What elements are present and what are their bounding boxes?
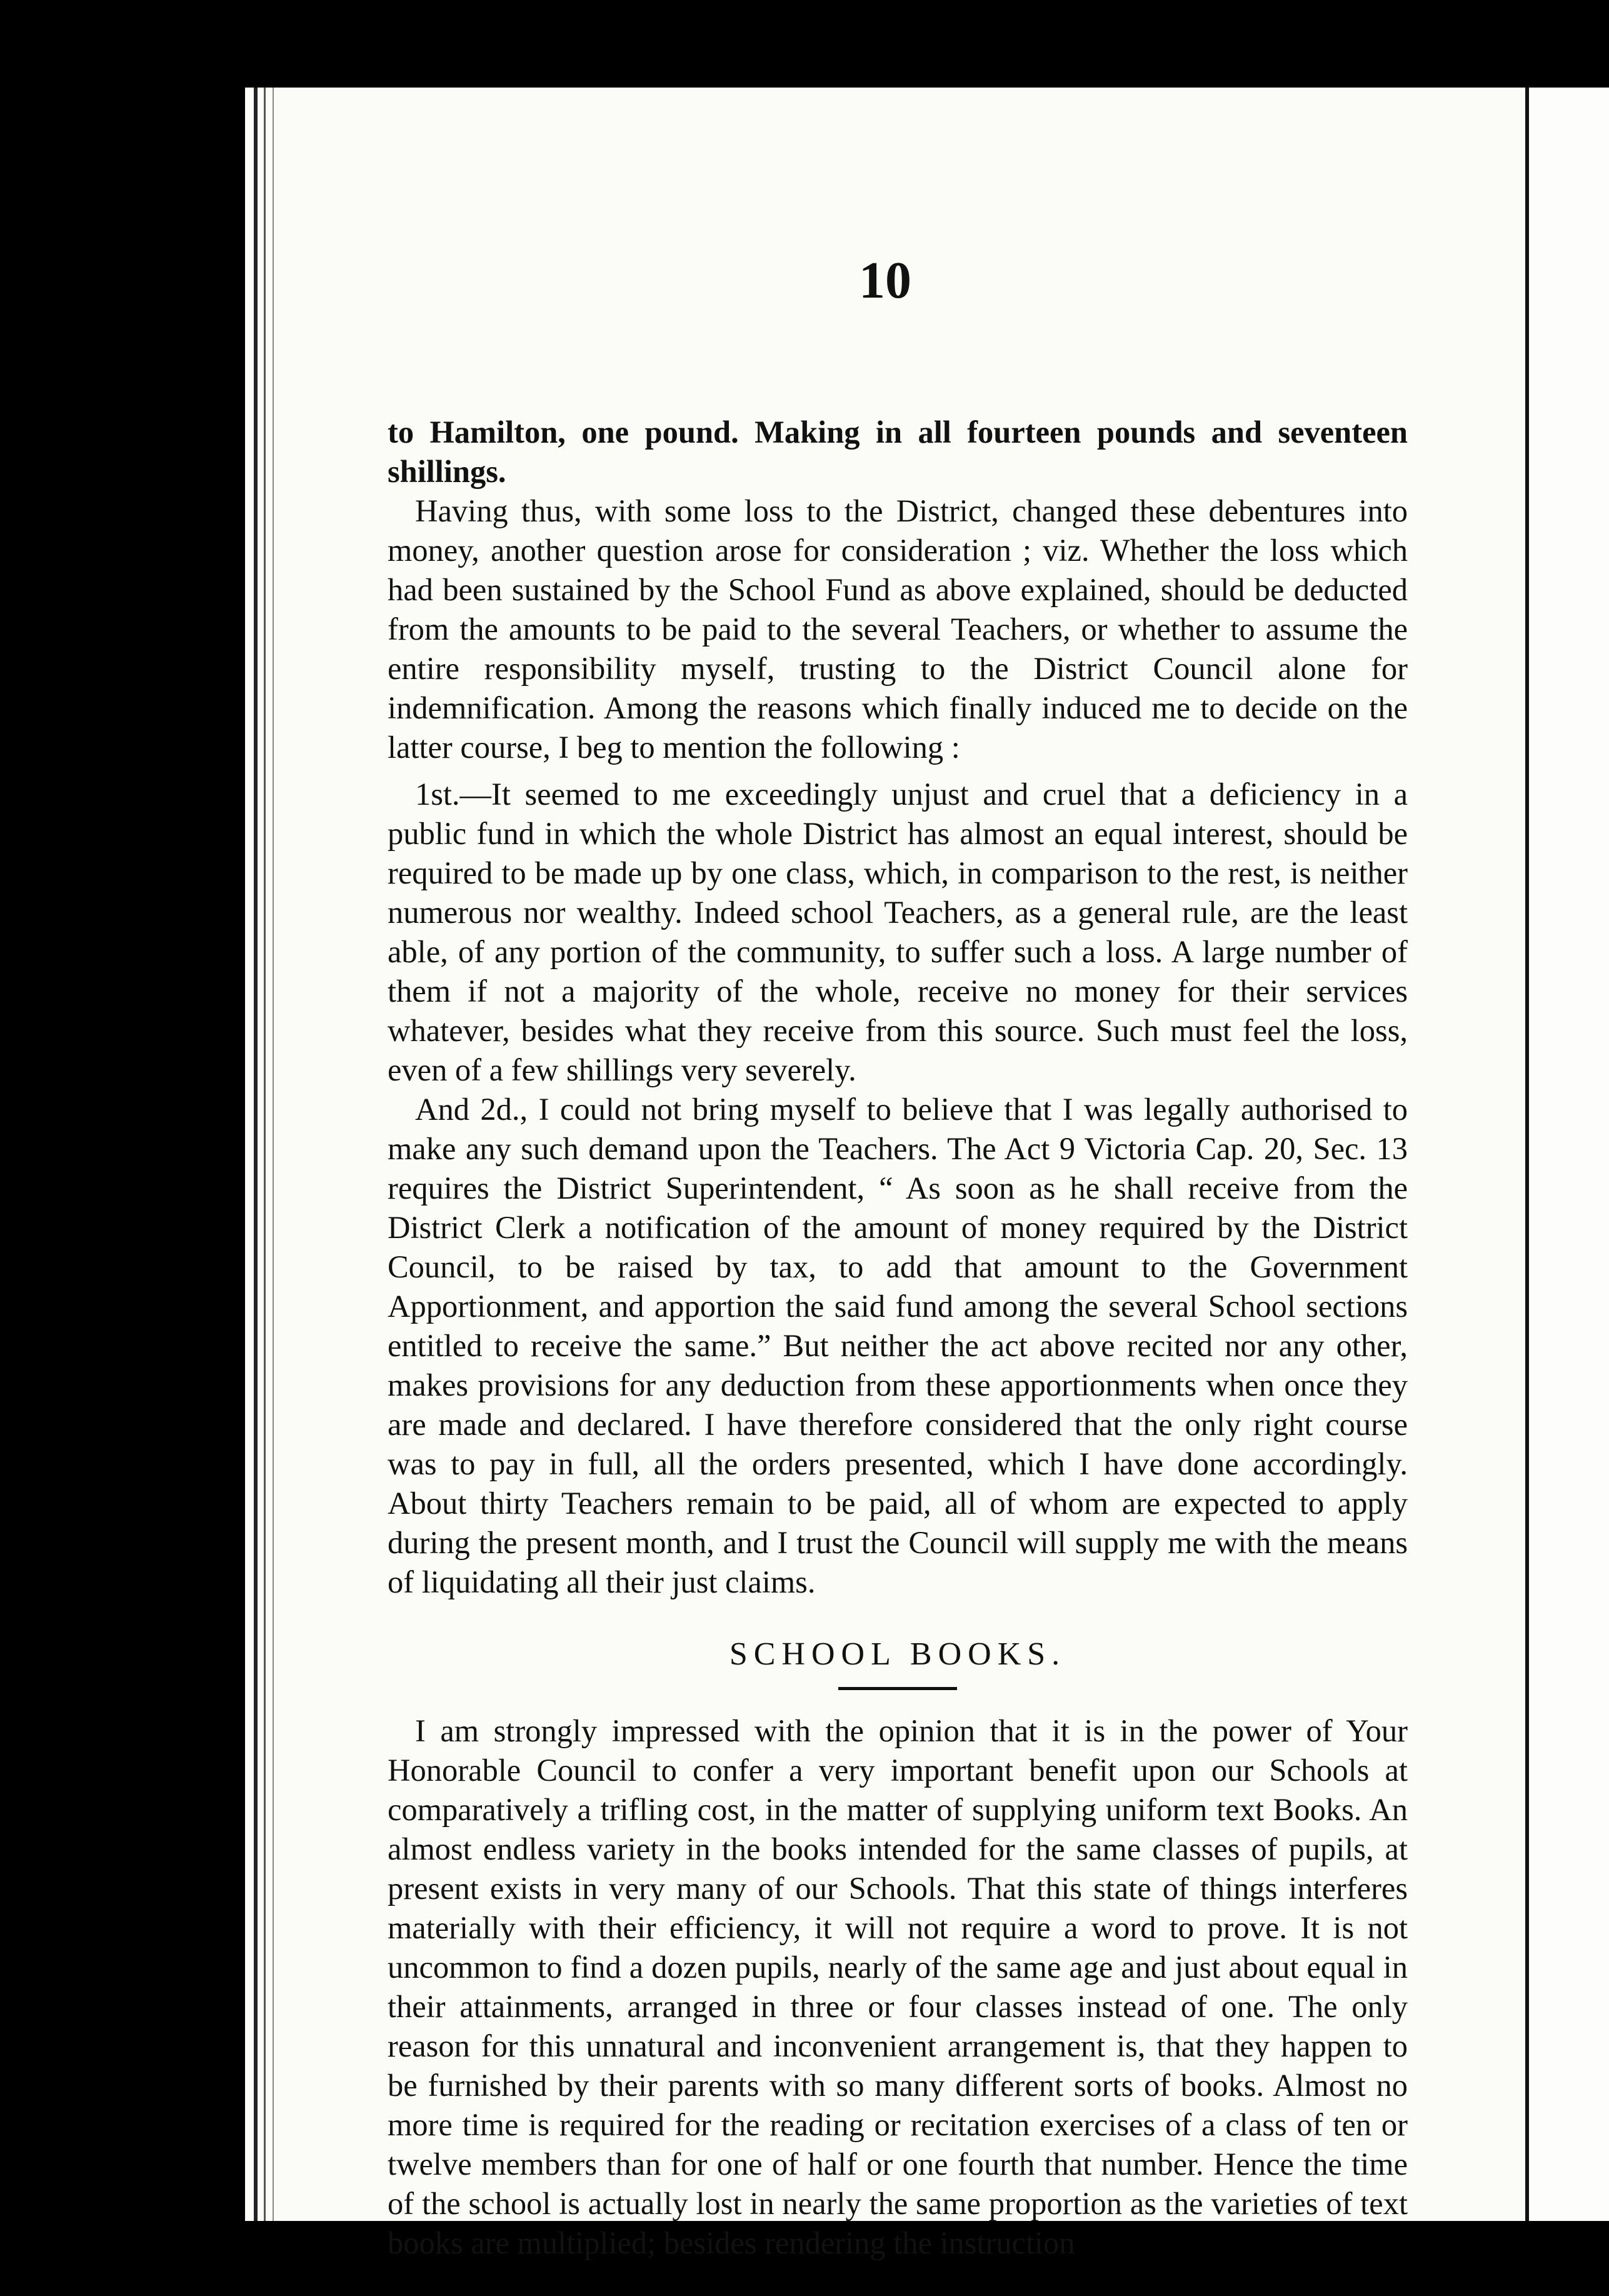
binding-gutter-line (273, 88, 274, 2221)
document-page (245, 88, 1525, 2260)
adjacent-page-edge (1525, 88, 1609, 2221)
paragraph: Having thus, with some loss to the District, changed these debentures into money, another question arose for consideration ; viz. Whether the loss which had been sustained by the School Fund as above explained, should be deducted from the amounts to be paid to the several Teachers, or whether to assume the entire responsibility myself, trusting to the District Council alone for indemnification. Among the reasons which finally induced me to decide on the latter course, I beg to mention the following : (388, 493, 1408, 765)
section-divider (838, 1687, 957, 1690)
section-paragraph: I am strongly impressed with the opinion that it is in the power of Your Honorable Council to confer a very important benefit upon our Schools at comparatively a trifling cost, in the matter of supplying uniform text Books. An almost endless variety in the books intended for the same classes of pupils, at present exists in very many of our Schools. That this state of things interferes materially with their efficiency, it will not require a word to prove. It is not uncommon to find a dozen pupils, nearly of the same age and just about equal in their attainments, arranged in three or four classes instead of one. The only reason for this unnatural and inconvenient arrangement is, that they happen to be furnished by their parents with so many different sorts of books. Almost no more time is required for the reading or recitation exercises of a class of ten or twelve members than for one of half or one fourth that number. Hence the time of the school is actually lost in nearly the same proportion as the varieties of text books are multiplied; besides rendering the instruction (388, 1713, 1408, 2260)
paragraph-second-reason: And 2d., I could not bring myself to believe that I was legally authorised to make any such demand upon the Teachers. The Act 9 Victoria Cap. 20, Sec. 13 requires the District Superintendent, “ As soon as he shall receive from the District Clerk a notification of the amount of money required by the District Council, to be raised by tax, to add that amount to the Government Apportionment, and apportion the said fund among the several School sections entitled to receive the same.” But neither the act above recited nor any other, makes provisions for any deduction from these apportionments when once they are made and declared. I have therefore considered that the only right course was to pay in full, all the orders presented, which I have done accordingly. About thirty Teachers remain to be paid, all of whom are expected to apply during the present month, and I trust the Council will supply me with the means of liquidating all their just claims. (388, 1092, 1408, 1599)
page-number: 10 (859, 251, 911, 310)
binding-gutter-line (254, 88, 258, 2221)
section-heading: SCHOOL BOOKS. (729, 1636, 1066, 1672)
paragraph-first-reason: 1st.—It seemed to me exceedingly unjust and cruel that a deficiency in a public fund in which the whole District has almost an equal interest, should be required to be made up by one class, which, in comparison to the rest, is neither numerous nor wealthy. Indeed school Teachers, as a general rule, are the least able, of any portion of the community, to suffer such a loss. A large number of them if not a majority of the whole, receive no money for their services whatever, besides what they receive from this source. Such must feel the loss, even of a few shillings very severely. (388, 777, 1408, 1087)
paragraph-continuation: to Hamilton, one pound. Making in all fourteen pounds and seventeen shillings. (388, 415, 1408, 489)
binding-gutter-line (264, 88, 266, 2221)
body-text (388, 413, 1408, 2263)
section-body (388, 1711, 1408, 2263)
